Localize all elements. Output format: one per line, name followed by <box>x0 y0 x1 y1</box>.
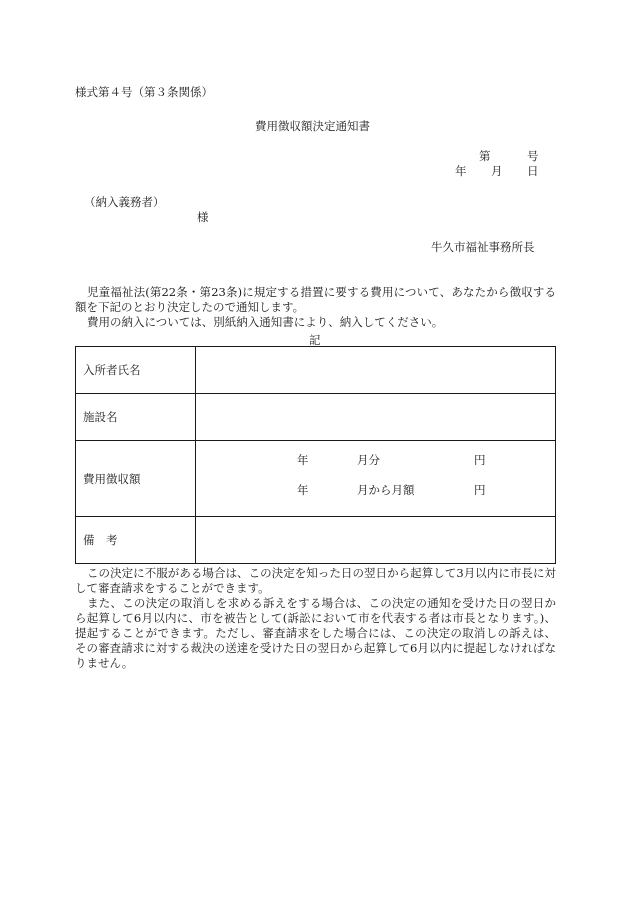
doc-number-prefix: 第 <box>479 149 491 163</box>
table-row <box>76 441 556 517</box>
fee-table <box>75 346 556 564</box>
fee-yen: 円 <box>474 453 486 467</box>
honorific: 様 <box>197 210 209 224</box>
document-title: 費用徴収額決定通知書 <box>255 119 370 133</box>
table-row <box>76 517 556 564</box>
date-day: 日 <box>527 164 539 178</box>
remarks-value <box>196 517 556 564</box>
appeal-notice <box>75 566 556 671</box>
fee-year: 年 <box>297 483 309 497</box>
remarks-label: 備 考 <box>76 517 196 564</box>
notice-paragraph: この決定に不服がある場合は、この決定を知った日の翌日から起算して3月以内に市長に対して審査請求をすることができます。 <box>75 566 556 595</box>
issuer-name: 牛久市福祉事務所長 <box>431 240 535 254</box>
fee-year: 年 <box>297 453 309 467</box>
resident-name-label: 入所者氏名 <box>76 347 196 394</box>
fee-amount-label: 費用徴収額 <box>76 441 196 517</box>
notice-paragraph: また、この決定の取消しを求める訴えをする場合は、この決定の通知を受けた日の翌日から起算して6月以内に、市を被告として(訴訟において市を代表する者は市長となります。)、提起することができます。ただし、審査請求をした場合には、この決定の取消しの訴えは、その審査請求に対する裁決の送達を受けた日の翌日から起算して6月以内に提起しなければなりません。 <box>75 596 556 670</box>
body-paragraph: 児童福祉法(第22条・第23条)に規定する措置に要する費用について、あなたから徴収する額を下記のとおり決定したので通知します。 <box>75 285 556 314</box>
payer-label: （納入義務者） <box>84 195 165 209</box>
doc-number-suffix: 号 <box>527 149 539 163</box>
facility-name-value <box>196 394 556 441</box>
fee-yen: 円 <box>474 483 486 497</box>
table-row <box>76 347 556 394</box>
fee-amount-value <box>196 441 556 517</box>
body-text <box>75 285 556 330</box>
resident-name-value <box>196 347 556 394</box>
ki-label: 記 <box>309 333 321 347</box>
fee-month: 月から月額 <box>357 483 415 497</box>
form-number: 様式第４号（第３条関係） <box>75 85 213 99</box>
date-year: 年 <box>455 164 467 178</box>
fee-month: 月分 <box>357 453 380 467</box>
facility-name-label: 施設名 <box>76 394 196 441</box>
body-paragraph: 費用の納入については、別紙納入通知書により、納入してください。 <box>87 315 444 329</box>
date-month: 月 <box>491 164 503 178</box>
table-row <box>76 394 556 441</box>
